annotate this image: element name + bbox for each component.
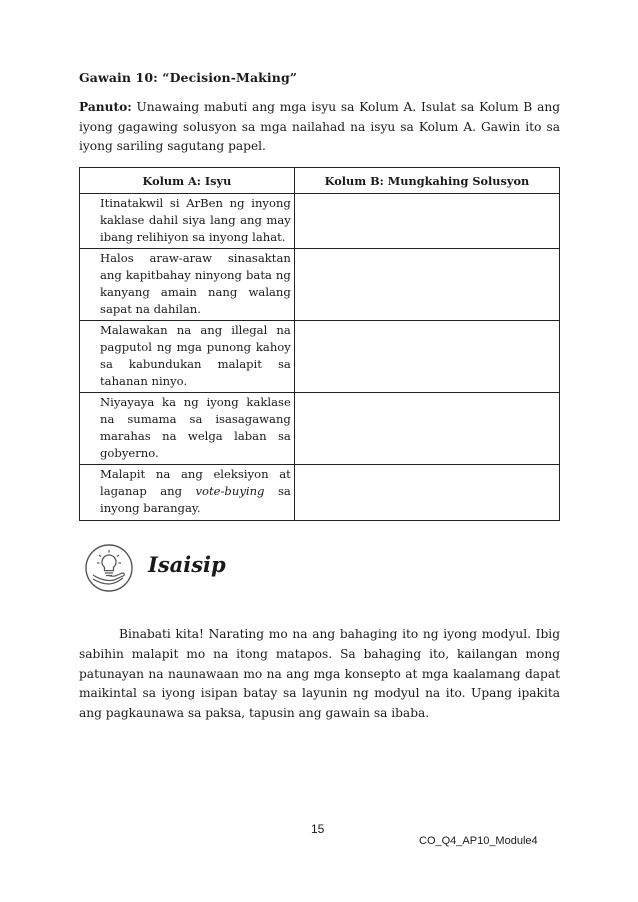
lightbulb-in-hand-icon <box>84 543 134 593</box>
solution-cell[interactable] <box>294 194 559 249</box>
issue-text-part: Malapit na ang eleksiyon at laganap ang <box>100 467 291 498</box>
solution-cell[interactable] <box>294 393 559 465</box>
issue-cell <box>80 249 295 321</box>
issue-cell <box>80 321 295 393</box>
issue-text: Itinatakwil si ArBen ng inyong kaklase dahil siya lang ang may ibang relihiyon sa inyong lahat. <box>100 196 291 244</box>
solution-cell[interactable] <box>294 321 559 393</box>
table-row <box>80 321 560 393</box>
table-row <box>80 249 560 321</box>
issue-cell <box>80 465 295 521</box>
page-number: 15 <box>311 822 325 836</box>
instruction-text: Unawaing mabuti ang mga isyu sa Kolum A. Isulat sa Kolum B ang iyong gagawing solusyon sa mga nailahad na isyu sa Kolum A. Gawin ito sa iyong sariling sagutang papel. <box>79 100 560 153</box>
instruction-label: Panuto: <box>79 100 132 114</box>
col-b-header: Kolum B: Mungkahing Solusyon <box>294 168 559 194</box>
solution-cell[interactable] <box>294 465 559 521</box>
issue-cell <box>80 194 295 249</box>
section-paragraph: Binabati kita! Narating mo na ang bahaging ito ng iyong modyul. Ibig sabihin malapit mo na itong matapos. Sa bahaging ito, kailangan mong patunayan na naunawaan mo na ang mga konsepto at mga kaalamang dapat maikintal sa iyong isipan batay sa layunin ng modyul na ito. Upang ipakita ang pagkaunawa sa paksa, tapusin ang gawain sa ibaba. <box>79 627 560 721</box>
solution-cell[interactable] <box>294 249 559 321</box>
table-row <box>80 194 560 249</box>
issue-text: Malawakan na ang illegal na pagputol ng mga punong kahoy sa kabundukan malapit sa tahanan ninyo. <box>100 323 291 388</box>
section-title: Isaisip <box>148 552 226 577</box>
issue-text <box>80 465 294 519</box>
decision-making-table <box>79 167 560 521</box>
issue-text-part: sa inyong barangay. <box>100 484 291 515</box>
issue-text: Niyayaya ka ng iyong kaklase na sumama sa isasagawang marahas na welga laban sa gobyerno. <box>100 395 291 460</box>
activity-title: Gawain 10: “Decision-Making” <box>79 70 298 85</box>
issue-text: Halos araw-araw sinasaktan ang kapitbahay ninyong bata ng kanyang amain nang walang sapat na dahilan. <box>100 251 291 316</box>
module-code: CO_Q4_AP10_Module4 <box>419 835 538 847</box>
table-header-row <box>80 168 560 194</box>
table-row <box>80 393 560 465</box>
instructions <box>79 98 560 157</box>
col-a-header: Kolum A: Isyu <box>80 168 295 194</box>
table-row <box>80 465 560 521</box>
vote-buying-term: vote-buying <box>195 484 265 498</box>
issue-cell <box>80 393 295 465</box>
